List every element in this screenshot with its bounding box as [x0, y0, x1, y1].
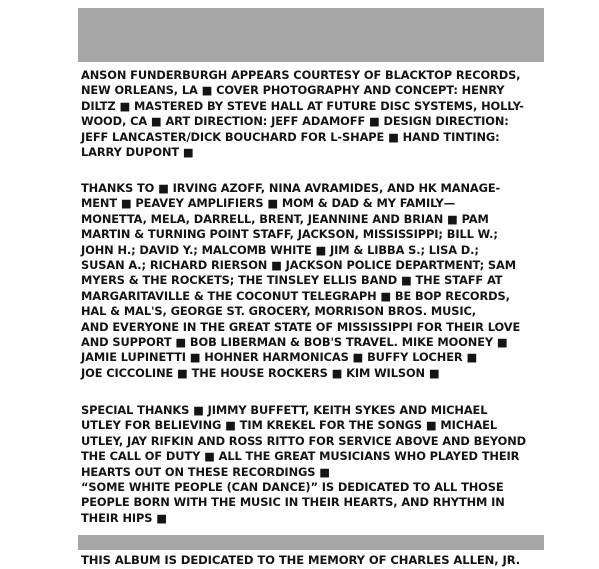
- thanks-paragraph: [81, 181, 551, 381]
- special-thanks-line: HEARTS OUT ON THESE RECORDINGS ■: [81, 464, 330, 479]
- special-thanks-line: UTLEY, JAY RIFKIN AND ROSS RITTO FOR SERVICE ABOVE AND BEYOND: [81, 433, 526, 448]
- special-thanks-line: UTLEY FOR BELIEVING ■ TIM KREKEL FOR THE SONGS ■ MICHAEL: [81, 418, 497, 433]
- special-thanks-line: SPECIAL THANKS ■ JIMMY BUFFETT, KEITH SYKES AND MICHAEL: [81, 403, 488, 417]
- thanks-line: MARTIN & TURNING POINT STAFF, JACKSON, MISSISSIPPI; BILL W.;: [81, 227, 498, 242]
- thanks-line: JAMIE LUPINETTI ■ HOHNER HARMONICAS ■ BUFFY LOCHER ■: [81, 350, 478, 365]
- credits-paragraph: [81, 68, 551, 160]
- thanks-line: MYERS & THE ROCKETS; THE TINSLEY ELLIS BAND ■ THE STAFF AT: [81, 273, 503, 288]
- thanks-line: SUSAN A.; RICHARD RIERSON ■ JACKSON POLICE DEPARTMENT; SAM: [81, 258, 516, 273]
- credits-line: ANSON FUNDERBURGH APPEARS COURTESY OF BLACKTOP RECORDS,: [81, 68, 521, 82]
- special-thanks-line: “SOME WHITE PEOPLE (CAN DANCE)” IS DEDICATED TO ALL THOSE: [81, 480, 504, 495]
- credits-line: JEFF LANCASTER/DICK BOUCHARD FOR L-SHAPE ■ HAND TINTING:: [81, 129, 500, 144]
- special-thanks-line: THEIR HIPS ■: [81, 510, 167, 525]
- special-thanks-line: PEOPLE BORN WITH THE MUSIC IN THEIR HEARTS, AND RHYTHM IN: [81, 495, 505, 510]
- thanks-line: JOE CICCOLINE ■ THE HOUSE ROCKERS ■ KIM WILSON ■: [81, 365, 440, 380]
- credits-line: DILTZ ■ MASTERED BY STEVE HALL AT FUTURE DISC SYSTEMS, HOLLY-: [81, 98, 524, 113]
- thanks-line: MONETTA, MELA, DARRELL, BRENT, JEANNINE AND BRIAN ■ PAM: [81, 211, 489, 226]
- bottom-gray-band: [78, 535, 544, 550]
- dedication-line: THIS ALBUM IS DEDICATED TO THE MEMORY OF CHARLES ALLEN, JR.: [81, 553, 521, 567]
- thanks-line: MARGARITAVILLE & THE COCONUT TELEGRAPH ■ BE BOP RECORDS,: [81, 288, 510, 303]
- thanks-line: AND EVERYONE IN THE GREAT STATE OF MISSISSIPPI FOR THEIR LOVE: [81, 319, 521, 334]
- thanks-line: AND SUPPORT ■ BOB LIBERMAN & BOB'S TRAVEL. MIKE MOONEY ■: [81, 335, 508, 350]
- thanks-line: JOHN H.; DAVID Y.; MALCOMB WHITE ■ JIM & LIBBA S.; LISA D.;: [81, 242, 479, 257]
- credits-line: LARRY DUPONT ■: [81, 145, 194, 160]
- top-gray-band: [78, 8, 544, 62]
- special-thanks-paragraph: [81, 403, 551, 526]
- thanks-line: THANKS TO ■ IRVING AZOFF, NINA AVRAMIDES, AND HK MANAGE-: [81, 181, 501, 195]
- thanks-line: HAL & MAL'S, GEORGE ST. GROCERY, MORRISON BROS. MUSIC,: [81, 304, 476, 319]
- special-thanks-line: THE CALL OF DUTY ■ ALL THE GREAT MUSICIANS WHO PLAYED THEIR: [81, 449, 520, 464]
- thanks-line: MENT ■ PEAVEY AMPLIFIERS ■ MOM & DAD & MY FAMILY—: [81, 196, 455, 211]
- credits-line: WOOD, CA ■ ART DIRECTION: JEFF ADAMOFF ■ DESIGN DIRECTION:: [81, 114, 509, 129]
- credits-line: NEW ORLEANS, LA ■ COVER PHOTOGRAPHY AND CONCEPT: HENRY: [81, 83, 505, 98]
